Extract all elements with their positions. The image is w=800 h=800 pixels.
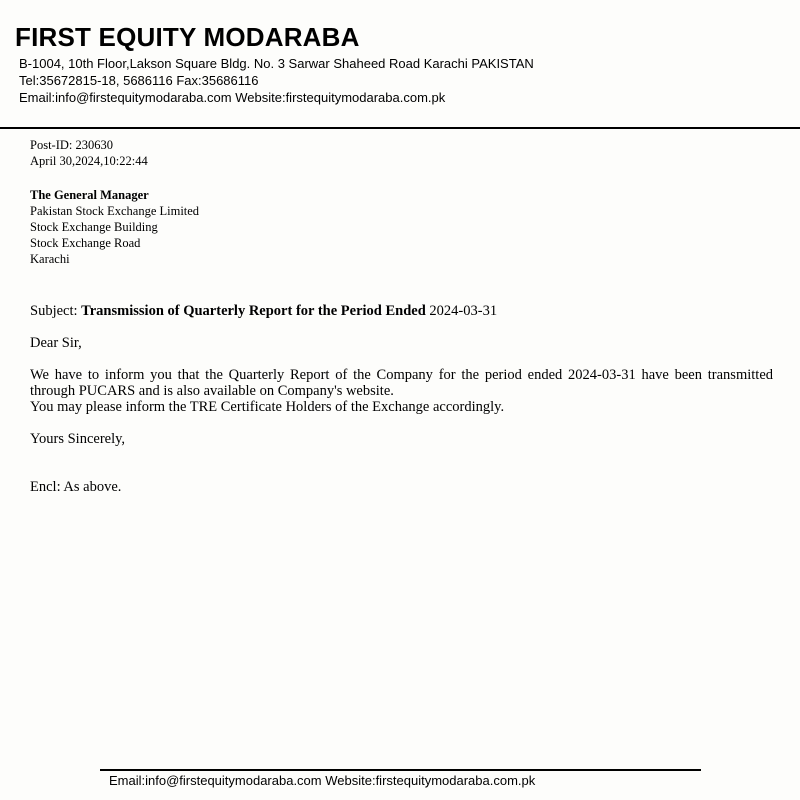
recipient-city: Karachi bbox=[30, 252, 70, 266]
recipient-road: Stock Exchange Road bbox=[30, 236, 141, 250]
salutation: Dear Sir, bbox=[30, 335, 82, 351]
closing: Yours Sincerely, bbox=[30, 431, 126, 447]
header-divider bbox=[0, 127, 800, 129]
subject-line bbox=[30, 303, 497, 320]
recipient-title bbox=[30, 188, 149, 203]
footer-divider bbox=[100, 769, 701, 771]
company-email-website: Email:info@firstequitymodaraba.com Website:firstequitymodaraba.com.pk bbox=[19, 90, 446, 105]
recipient-building: Stock Exchange Building bbox=[30, 220, 158, 234]
subject-label: Subject: bbox=[30, 303, 78, 319]
company-address: B-1004, 10th Floor,Lakson Square Bldg. No. 3 Sarwar Shaheed Road Karachi PAKISTAN bbox=[19, 56, 534, 71]
company-phone-fax: Tel:35672815-18, 5686116 Fax:35686116 bbox=[19, 73, 259, 88]
post-datetime: April 30,2024,10:22:44 bbox=[30, 154, 148, 168]
footer-email-website: Email:info@firstequitymodaraba.com Website:firstequitymodaraba.com.pk bbox=[109, 773, 536, 788]
body-paragraph-line-1: We have to inform you that the Quarterly Report of the Company for the period ended 2024-03-31 have been transmitted bbox=[30, 367, 773, 383]
company-name: FIRST EQUITY MODARABA bbox=[15, 22, 360, 52]
body-paragraph-line-2: through PUCARS and is also available on Company's website. bbox=[30, 383, 394, 399]
recipient-title-text: The General Manager bbox=[30, 188, 149, 202]
enclosure: Encl: As above. bbox=[30, 479, 122, 495]
recipient-org: Pakistan Stock Exchange Limited bbox=[30, 204, 200, 218]
body-paragraph-2: You may please inform the TRE Certificate Holders of the Exchange accordingly. bbox=[30, 399, 505, 415]
subject-date: 2024-03-31 bbox=[429, 303, 498, 319]
post-id: Post-ID: 230630 bbox=[30, 138, 113, 152]
subject-text: Transmission of Quarterly Report for the Period Ended bbox=[81, 303, 426, 319]
